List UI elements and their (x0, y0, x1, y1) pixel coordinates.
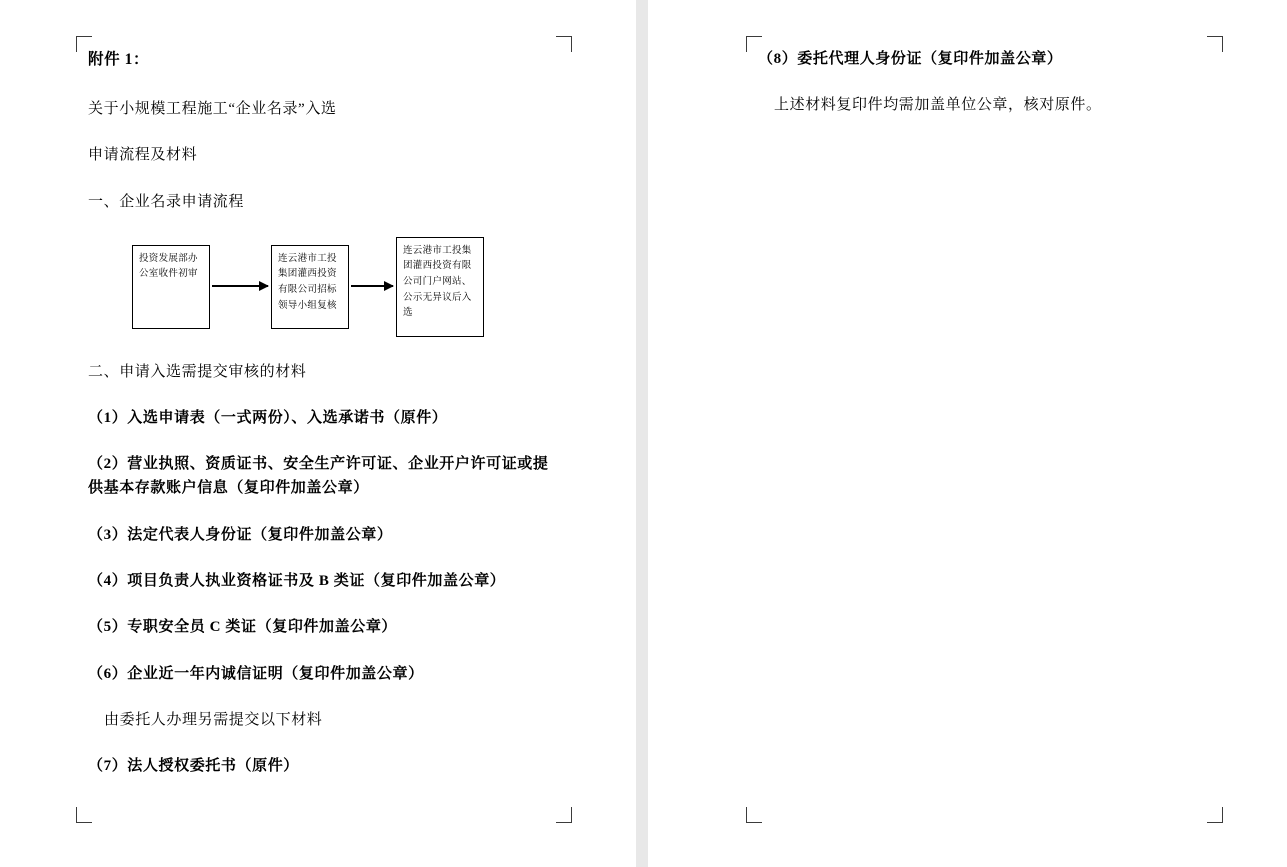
section-2-heading: 二、申请入选需提交审核的材料 (88, 363, 307, 380)
closing-statement: 上述材料复印件均需加盖单位公章，核对原件。 (774, 97, 1102, 114)
crop-mark-bottom-left (746, 807, 762, 823)
material-item-1: （1）入选申请表（一式两份）、入选承诺书（原件） (88, 410, 448, 427)
crop-mark-bottom-right (556, 807, 572, 823)
crop-mark-top-right (1207, 36, 1223, 52)
document-title-line-2: 申请流程及材料 (88, 147, 198, 164)
crop-mark-bottom-left (76, 807, 92, 823)
document-title-line-1: 关于小规模工程施工“企业名录”入选 (88, 101, 337, 118)
section-1-heading: 一、企业名录申请流程 (88, 193, 245, 210)
flow-step-3: 连云港市工投集团灌西投资有限公司门户网站、公示无异议后入选 (396, 237, 484, 337)
crop-mark-top-right (556, 36, 572, 52)
application-flow-diagram (88, 237, 556, 347)
flow-arrow-2 (351, 285, 393, 287)
page-2-content (758, 48, 1207, 141)
crop-mark-bottom-right (1207, 807, 1223, 823)
material-item-3: （3）法定代表人身份证（复印件加盖公章） (88, 526, 393, 543)
material-item-4: （4）项目负责人执业资格证书及 B 类证（复印件加盖公章） (88, 573, 506, 590)
entrust-note: 由委托人办理另需提交以下材料 (104, 711, 323, 728)
document-page-2 (648, 0, 1287, 867)
material-item-5: （5）专职安全员 C 类证（复印件加盖公章） (88, 619, 398, 636)
flow-arrow-1 (212, 285, 268, 287)
flow-step-1: 投资发展部办公室收件初审 (132, 245, 210, 329)
material-item-8: （8）委托代理人身份证（复印件加盖公章） (758, 51, 1063, 67)
material-item-7: （7）法人授权委托书（原件） (88, 758, 299, 775)
document-page-1 (0, 0, 636, 867)
material-item-6: （6）企业近一年内诚信证明（复印件加盖公章） (88, 665, 424, 682)
attachment-label: 附件 1： (88, 51, 150, 68)
material-item-2: （2）营业执照、资质证书、安全生产许可证、企业开户许可证或提供基本存款账户信息（复印件加盖公章） (88, 456, 549, 496)
flow-step-2: 连云港市工投集团灌西投资有限公司招标领导小组复核 (271, 245, 349, 329)
page-1-content (88, 48, 556, 801)
